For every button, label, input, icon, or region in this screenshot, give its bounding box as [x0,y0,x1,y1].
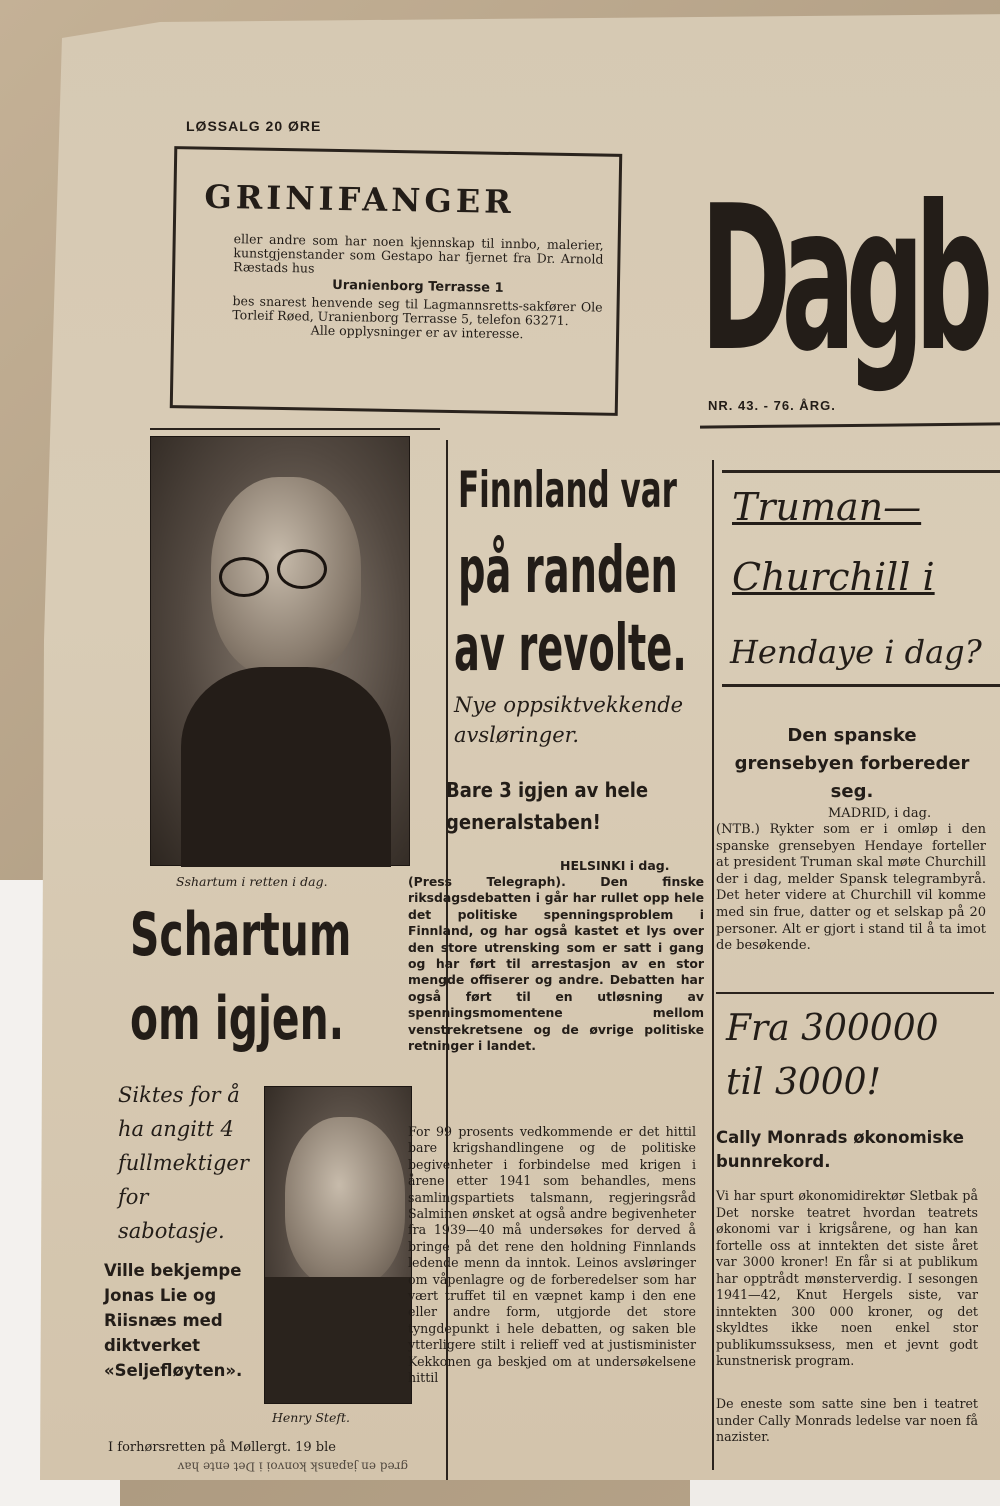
schartum-subdeck: Ville bekjempe Jonas Lie og Riisnæs med diktverket «Seljefløyten». [104,1261,243,1380]
schartum-headline-1: Schartum [130,900,352,970]
henry-steft-caption: Henry Steft. [272,1410,350,1425]
column-rule-2 [712,460,714,1470]
masthead: Dagb [700,163,984,396]
henry-steft-photo [264,1086,412,1404]
ad-body [232,232,604,342]
monrad-body-2: De eneste som satte sine ben i teatret under Cally Monrads ledelse var noen få nazister. [716,1396,978,1444]
schartum-photo-caption: Sshartum i retten i dag. [176,874,328,889]
monrad-headline-1: Fra 300000 [726,1008,939,1049]
finland-headline-2: på randen [458,534,678,608]
truman-dateline: MADRID, i dag. [828,806,932,821]
finland-headline-3: av revolte. [454,612,687,686]
truman-top-rule [722,470,1000,473]
monrad-subhead: Cally Monrads økonomiske bunnrekord. [716,1128,964,1171]
mirrored-bleed-text: gred en japansk konvoi i Det ente hav [177,1459,408,1474]
top-rule-left [150,428,440,430]
schartum-photo [150,436,410,866]
ad-body-text-2: bes snarest henvende seg til Lagmannsretts-sakfører Ole Torleif Røed, Uranienborg Terrasse 5, telefon 63271. [232,293,603,329]
monrad-headline-2: til 3000! [726,1062,882,1103]
finland-dateline: HELSINKI i dag. [560,858,670,873]
schartum-deck: Siktes for å ha angitt 4 fullmektiger for sabotasje. [118,1083,249,1243]
finland-body: For 99 prosents vedkommende er det hittil bare krigshandlingene og de politiske begivenheter i forbindelse med krigen i årene etter 1941 som behandles, mens samlingspartiets talsmann, regjeringsråd Salminen ønsket at også andre begivenheter fra 1939—40 må undersøkes for derved å bringe på det rene den holdning Finnlands ledende menn da inntok. Leinos avsløringer om våpenlagre og de forberedelser som har vært truffet til en væpnet kamp i den ene eller andre form, utgjorde det store tyngdepunkt i hele debatten, og saken ble ytterligere stilt i relieff ved at justisminister Kekkonen ga beskjed om at undersøkelsene hittil [408,1124,696,1386]
ad-title: GRINIFANGER [204,177,516,222]
truman-headline-1: Truman— [732,485,922,529]
finland-deck: Nye oppsiktvekkende avsløringer. [454,693,684,747]
finland-subdeck: Bare 3 igjen av hele generalstaben! [446,778,649,834]
schartum-headline-2: om igjen. [130,984,345,1054]
truman-subhead: Den spanske grensebyen forbereder seg. [734,725,970,802]
ad-closing: Alle opplysninger er av interesse. [310,322,524,342]
price-label: LØSSALG 20 ØRE [186,118,322,134]
truman-headline-2: Churchill i [732,555,935,599]
ad-body-text: eller andre som har noen kjennskap til innbo, malerier, kunstgjenstander som Gestapo har fjernet fra Dr. Arnold Ræstads hus [233,231,604,276]
truman-headline-3: Hendaye i dag? [730,633,982,671]
monrad-body: Vi har spurt økonomidirektør Sletbak på Det norske teatret hvordan teatrets økonomi var i krigsårene, og han kan fortelle oss at inntekten det siste året var 3000 kroner! En får si at publikum har opptrådt mønsterverdig. I sesongen 1941—42, Knut Hergels siste, var inntekten 300 000 kroner, og det skyldtes ikke noen enkel stor publikumssuksess, men et jevnt godt kunstnerisk program. [716,1188,978,1368]
finland-lead: (Press Telegraph). Den finske riksdagsdebatten i går har rullet opp hele det politiske spenningsproblem i Finnland, og har også kastet et lys over den store utrensking som er satt i gang og har ført til arrestasjon av en stor mengde offiserer og andre. Debatten har også ført til en utløsning av spenningsmomentene mellom venstrekretsene og de øvrige politiske retninger i landet. [408,874,704,1054]
ad-address: Uranienborg Terrasse 1 [332,277,504,296]
truman-body: (NTB.) Rykter som er i omløp i den spanske grensebyen Hendaye forteller at president Truman skal møte Churchill der i dag, melder Spansk telegrambyrå. Det heter videre at Churchill vil komme med sin frue, datter og et selskap på 20 personer. Alt er gjort i stand til å ta imot de besøkende. [716,822,986,954]
truman-headline-rule [722,684,1000,687]
finland-headline-1: Finnland var [458,461,677,519]
truman-bottom-rule [716,992,994,994]
grinifanger-ad [170,146,623,416]
schartum-body-start: I forhørsretten på Møllergt. 19 ble [108,1440,336,1455]
issue-number: NR. 43. - 76. ÅRG. [708,398,836,413]
